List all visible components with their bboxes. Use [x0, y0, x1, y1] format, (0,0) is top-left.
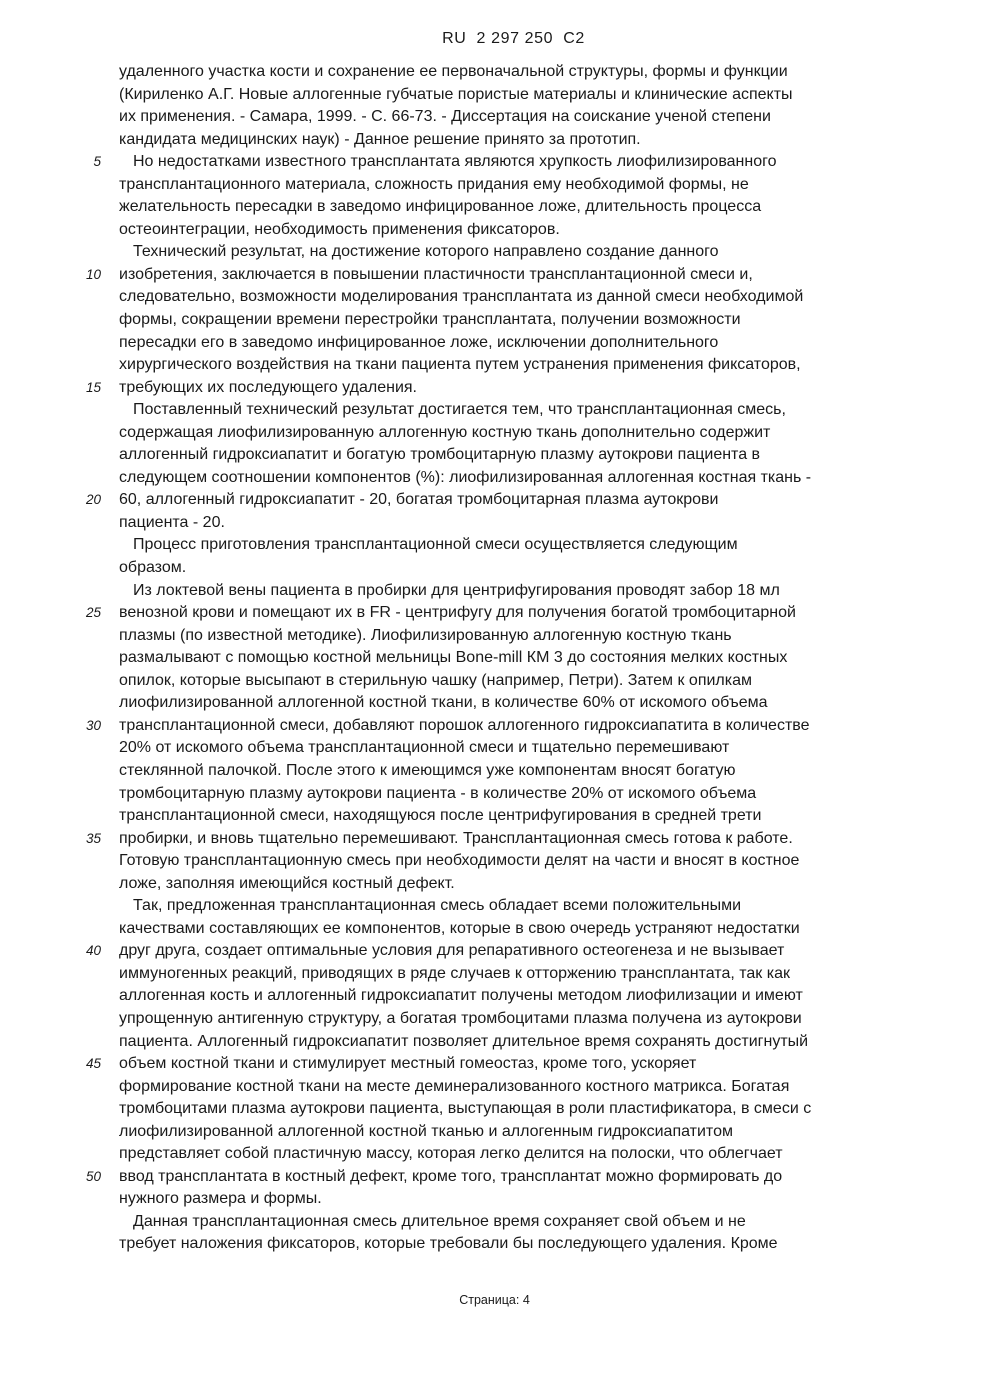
- text-line-content: требующих их последующего удаления.: [119, 378, 417, 396]
- text-line: [119, 1076, 909, 1099]
- text-line: [119, 873, 909, 896]
- text-line-content: представляет собой пластичную массу, которая легко делится на полоски, что облегчает: [119, 1145, 783, 1163]
- text-line-content: хирургического воздействия на ткани пациента путем устранения применения фиксаторов,: [119, 356, 801, 374]
- text-line: [119, 895, 909, 918]
- text-line-content: желательность пересадки в заведомо инфицированное ложе, длительность процесса: [119, 198, 762, 216]
- text-line-content: 60, аллогенный гидроксиапатит - 20, богатая тромбоцитарная плазма аутокрови: [119, 491, 719, 509]
- text-line-content: Данная трансплантационная смесь длительное время сохраняет свой объем и не: [133, 1212, 746, 1230]
- text-line: [119, 84, 909, 107]
- text-line: [119, 692, 909, 715]
- text-line: [119, 286, 909, 309]
- text-line-content: формирование костной ткани на месте деминерализованного костного матрикса. Богатая: [119, 1077, 790, 1095]
- text-line-content: требует наложения фиксаторов, которые требовали бы последующего удаления. Кроме: [119, 1235, 778, 1253]
- text-line: [85, 1166, 909, 1189]
- text-line-content: Готовую трансплантационную смесь при необходимости делят на части и вносят в костное: [119, 852, 800, 870]
- line-number: 30: [85, 717, 101, 733]
- text-line-content: образом.: [119, 559, 187, 577]
- text-line-content: следовательно, возможности моделирования трансплантата из данной смеси необходимой: [119, 288, 804, 306]
- text-line-content: нужного размера и формы.: [119, 1190, 322, 1208]
- text-line: [119, 1098, 909, 1121]
- line-number: 5: [93, 154, 101, 170]
- text-line-content: стеклянной палочкой. После этого к имеющимся уже компонентам вносят богатую: [119, 761, 736, 779]
- text-line: [119, 760, 909, 783]
- text-line-content: Процесс приготовления трансплантационной смеси осуществляется следующим: [133, 536, 738, 554]
- text-line: [119, 444, 909, 467]
- text-line: [119, 241, 909, 264]
- line-number: 15: [85, 379, 101, 395]
- line-number: 10: [85, 266, 101, 282]
- text-line: [119, 1211, 909, 1234]
- text-line-content: следующем соотношении компонентов (%): лиофилизированная аллогенная костная ткань -: [119, 468, 812, 486]
- text-line: [119, 1188, 909, 1211]
- text-line-content: плазмы (по известной методике). Лиофилизированную аллогенную костную ткань: [119, 626, 732, 644]
- text-line: [119, 625, 909, 648]
- text-line: [119, 332, 909, 355]
- text-line: [119, 534, 909, 557]
- text-line: [119, 850, 909, 873]
- text-line: [119, 1121, 909, 1144]
- text-line-content: иммуногенных реакций, приводящих в ряде случаев к отторжению трансплантата, так как: [119, 964, 790, 982]
- text-line: [119, 670, 909, 693]
- text-line-content: содержащая лиофилизированную аллогенную костную ткань дополнительно содержит: [119, 423, 771, 441]
- text-line: [119, 354, 909, 377]
- text-line: [119, 1233, 909, 1256]
- text-line: [85, 377, 909, 400]
- text-line: [119, 467, 909, 490]
- text-line: [85, 602, 909, 625]
- line-number: 20: [85, 492, 101, 508]
- text-line: [119, 1031, 909, 1054]
- line-number: 25: [85, 605, 101, 621]
- text-line-content: трансплантационного материала, сложность придания ему необходимой формы, не: [119, 175, 749, 193]
- patent-number-header: RU 2 297 250 C2: [442, 30, 585, 47]
- text-line: [119, 783, 909, 806]
- text-line-content: ввод трансплантата в костный дефект, кроме того, трансплантат можно формировать до: [119, 1167, 783, 1185]
- text-line: [93, 151, 909, 174]
- text-line-content: тромбоцитами плазма аутокрови пациента, выступающая в роли пластификатора, в смеси с: [119, 1100, 812, 1118]
- text-line-content: остеоинтеграции, необходимость применения фиксаторов.: [119, 220, 560, 238]
- document-body: [85, 61, 909, 1256]
- text-line-content: качествами составляющих ее компонентов, которые в свою очередь устраняют недостатки: [119, 919, 800, 937]
- text-line: [119, 1008, 909, 1031]
- text-line: [119, 580, 909, 603]
- page-footer: Страница: 4: [459, 1293, 530, 1307]
- text-line: [119, 61, 909, 84]
- text-line-content: размалывают с помощью костной мельницы Bone-mill КМ 3 до состояния мелких костных: [119, 649, 788, 667]
- text-line-content: опилок, которые высыпают в стерильную чашку (например, Петри). Затем к опилкам: [119, 671, 753, 689]
- text-line: [119, 422, 909, 445]
- text-line: [119, 219, 909, 242]
- text-line-content: Технический результат, на достижение которого направлено создание данного: [133, 243, 719, 261]
- text-line-content: их применения. - Самара, 1999. - С. 66-73. - Диссертация на соискание ученой степени: [119, 108, 771, 126]
- text-line: [119, 1143, 909, 1166]
- text-line: [119, 985, 909, 1008]
- text-line: [85, 940, 909, 963]
- text-line-content: лиофилизированной аллогенной костной ткани, в количестве 60% от искомого объема: [119, 694, 768, 712]
- text-line-content: пациента. Аллогенный гидроксиапатит позволяет длительное время сохранять достигнутый: [119, 1032, 809, 1050]
- text-line-content: пересадки его в заведомо инфицированное ложе, исключении дополнительного: [119, 333, 719, 351]
- text-line-content: аллогенная кость и аллогенный гидроксиапатит получены методом лиофилизации и имеют: [119, 987, 803, 1005]
- text-line-content: трансплантационной смеси, находящуюся после центрифугирования в средней трети: [119, 807, 762, 825]
- text-line: [119, 106, 909, 129]
- text-line: [85, 264, 909, 287]
- text-line-content: друг друга, создает оптимальные условия для репаративного остеогенеза и не вызывает: [119, 942, 785, 960]
- text-line: [85, 828, 909, 851]
- text-line: [119, 963, 909, 986]
- text-line-content: Из локтевой вены пациента в пробирки для центрифугирования проводят забор 18 мл: [133, 581, 780, 599]
- text-line-content: аллогенный гидроксиапатит и богатую тромбоцитарную плазму аутокрови пациента в: [119, 446, 761, 464]
- text-line: [119, 512, 909, 535]
- text-line-content: лиофилизированной аллогенной костной тканью и аллогенным гидроксиапатитом: [119, 1122, 733, 1140]
- text-line-content: кандидата медицинских наук) - Данное решение принято за прототип.: [119, 130, 641, 148]
- text-line: [119, 557, 909, 580]
- text-line-content: объем костной ткани и стимулирует местный гомеостаз, кроме того, ускоряет: [119, 1055, 697, 1073]
- text-line-content: пробирки, и вновь тщательно перемешивают. Трансплантационная смесь готова к работе.: [119, 829, 793, 847]
- text-line: [119, 399, 909, 422]
- line-number: 40: [85, 943, 101, 959]
- text-line-content: 20% от искомого объема трансплантационной смеси и тщательно перемешивают: [119, 739, 730, 757]
- text-line-content: Но недостатками известного трансплантата являются хрупкость лиофилизированного: [133, 153, 777, 171]
- text-line-content: Так, предложенная трансплантационная смесь обладает всеми положительными: [133, 897, 742, 915]
- text-line-content: пациента - 20.: [119, 513, 225, 531]
- text-line: [119, 129, 909, 152]
- text-line: [119, 196, 909, 219]
- text-line-content: удаленного участка кости и сохранение ее первоначальной структуры, формы и функции: [119, 63, 788, 80]
- text-line: [119, 918, 909, 941]
- text-line: [119, 309, 909, 332]
- text-line-content: тромбоцитарную плазму аутокрови пациента - в количестве 20% от искомого объема: [119, 784, 757, 802]
- text-line-content: упрощенную антигенную структуру, а богатая тромбоцитами плазма получена из аутокрови: [119, 1009, 802, 1027]
- text-line-content: ложе, заполняя имеющийся костный дефект.: [119, 874, 455, 892]
- line-number: 50: [85, 1168, 101, 1184]
- text-line-content: Поставленный технический результат достигается тем, что трансплантационная смесь,: [133, 401, 786, 419]
- text-line: [119, 174, 909, 197]
- line-number: 35: [85, 830, 101, 846]
- text-line: [85, 1053, 909, 1076]
- text-line-content: трансплантационной смеси, добавляют порошок аллогенного гидроксиапатита в количестве: [119, 716, 810, 734]
- text-line-content: изобретения, заключается в повышении пластичности трансплантационной смеси и,: [119, 265, 753, 283]
- text-line: [85, 715, 909, 738]
- text-line: [85, 489, 909, 512]
- text-line-content: венозной крови и помещают их в FR - центрифугу для получения богатой тромбоцитарной: [119, 604, 796, 622]
- line-number: 45: [85, 1056, 101, 1072]
- text-line-content: формы, сокращении времени перестройки трансплантата, получении возможности: [119, 311, 741, 329]
- text-line: [119, 647, 909, 670]
- text-line-content: (Кириленко А.Г. Новые аллогенные губчатые пористые материалы и клинические аспекты: [119, 85, 793, 103]
- text-line: [119, 805, 909, 828]
- text-line: [119, 737, 909, 760]
